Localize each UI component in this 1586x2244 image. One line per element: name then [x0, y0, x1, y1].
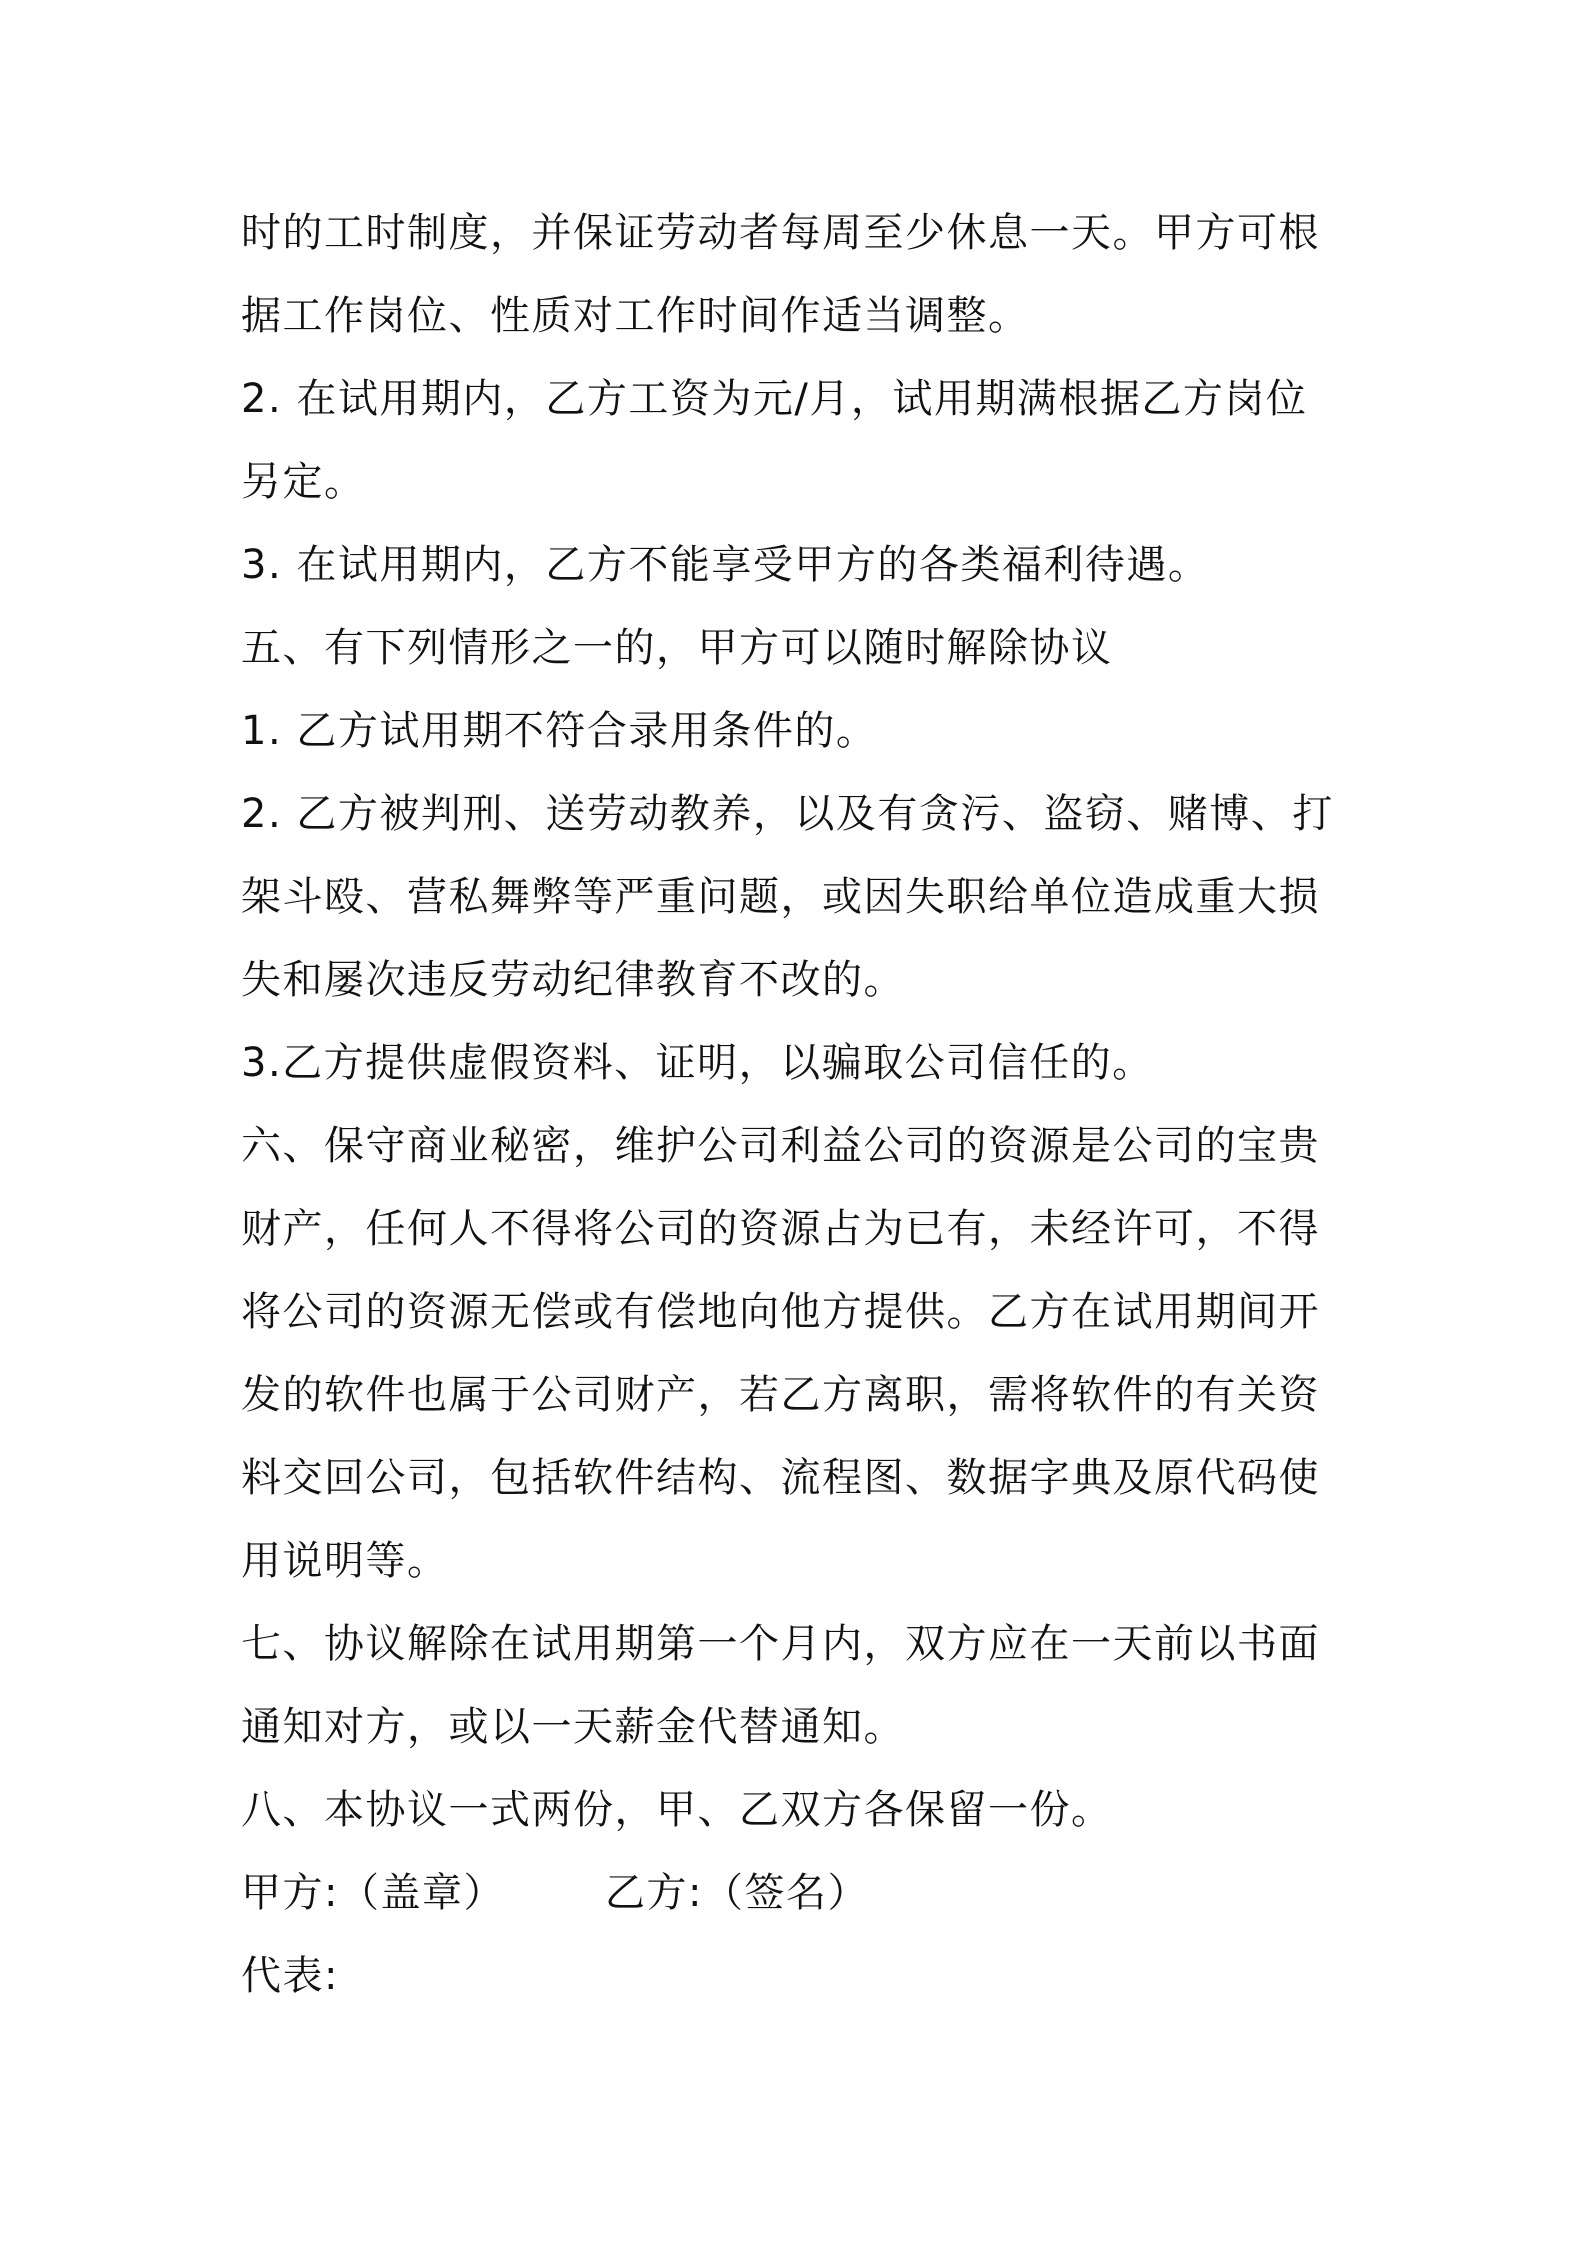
text-line: 3. 在试用期内，乙方不能享受甲方的各类福利待遇。 [241, 542, 1210, 588]
text-line: 将公司的资源无偿或有偿地向他方提供。乙方在试用期间开 [241, 1289, 1320, 1335]
text-line: 另定。 [241, 459, 366, 505]
text-line: 据工作岗位、性质对工作时间作适当调整。 [241, 293, 1030, 339]
party-b-signature: 乙方:（签名） [604, 1870, 869, 1916]
text-line: 2. 在试用期内，乙方工资为元/月，试用期满根据乙方岗位 [241, 376, 1308, 422]
text-line: 发的软件也属于公司财产，若乙方离职，需将软件的有关资 [241, 1372, 1320, 1418]
section-heading-5: 五、有下列情形之一的，甲方可以随时解除协议 [241, 625, 1113, 671]
text-line: 架斗殴、营私舞弊等严重问题，或因失职给单位造成重大损 [241, 874, 1320, 920]
section-heading-8: 八、本协议一式两份，甲、乙双方各保留一份。 [241, 1787, 1113, 1833]
signature-row [241, 1852, 1361, 1935]
document-body [241, 192, 1361, 2018]
party-a-signature: 甲方:（盖章） [241, 1870, 505, 1916]
text-line: 财产，任何人不得将公司的资源占为已有，未经许可，不得 [241, 1206, 1320, 1252]
representative-label: 代表: [241, 1953, 339, 1999]
text-line: 时的工时制度，并保证劳动者每周至少休息一天。甲方可根 [241, 210, 1320, 256]
text-line: 2. 乙方被判刑、送劳动教养，以及有贪污、盗窃、赌博、打 [241, 791, 1334, 837]
text-line: 用说明等。 [241, 1538, 449, 1584]
section-heading-7: 七、协议解除在试用期第一个月内，双方应在一天前以书面 [241, 1621, 1320, 1667]
text-line: 通知对方，或以一天薪金代替通知。 [241, 1704, 905, 1750]
text-line: 3.乙方提供虚假资料、证明，以骗取公司信任的。 [241, 1040, 1154, 1086]
section-heading-6: 六、保守商业秘密，维护公司利益公司的资源是公司的宝贵 [241, 1123, 1320, 1169]
text-line: 失和屡次违反劳动纪律教育不改的。 [241, 957, 905, 1003]
text-line: 料交回公司，包括软件结构、流程图、数据字典及原代码使 [241, 1455, 1320, 1501]
text-line: 1. 乙方试用期不符合录用条件的。 [241, 708, 878, 754]
